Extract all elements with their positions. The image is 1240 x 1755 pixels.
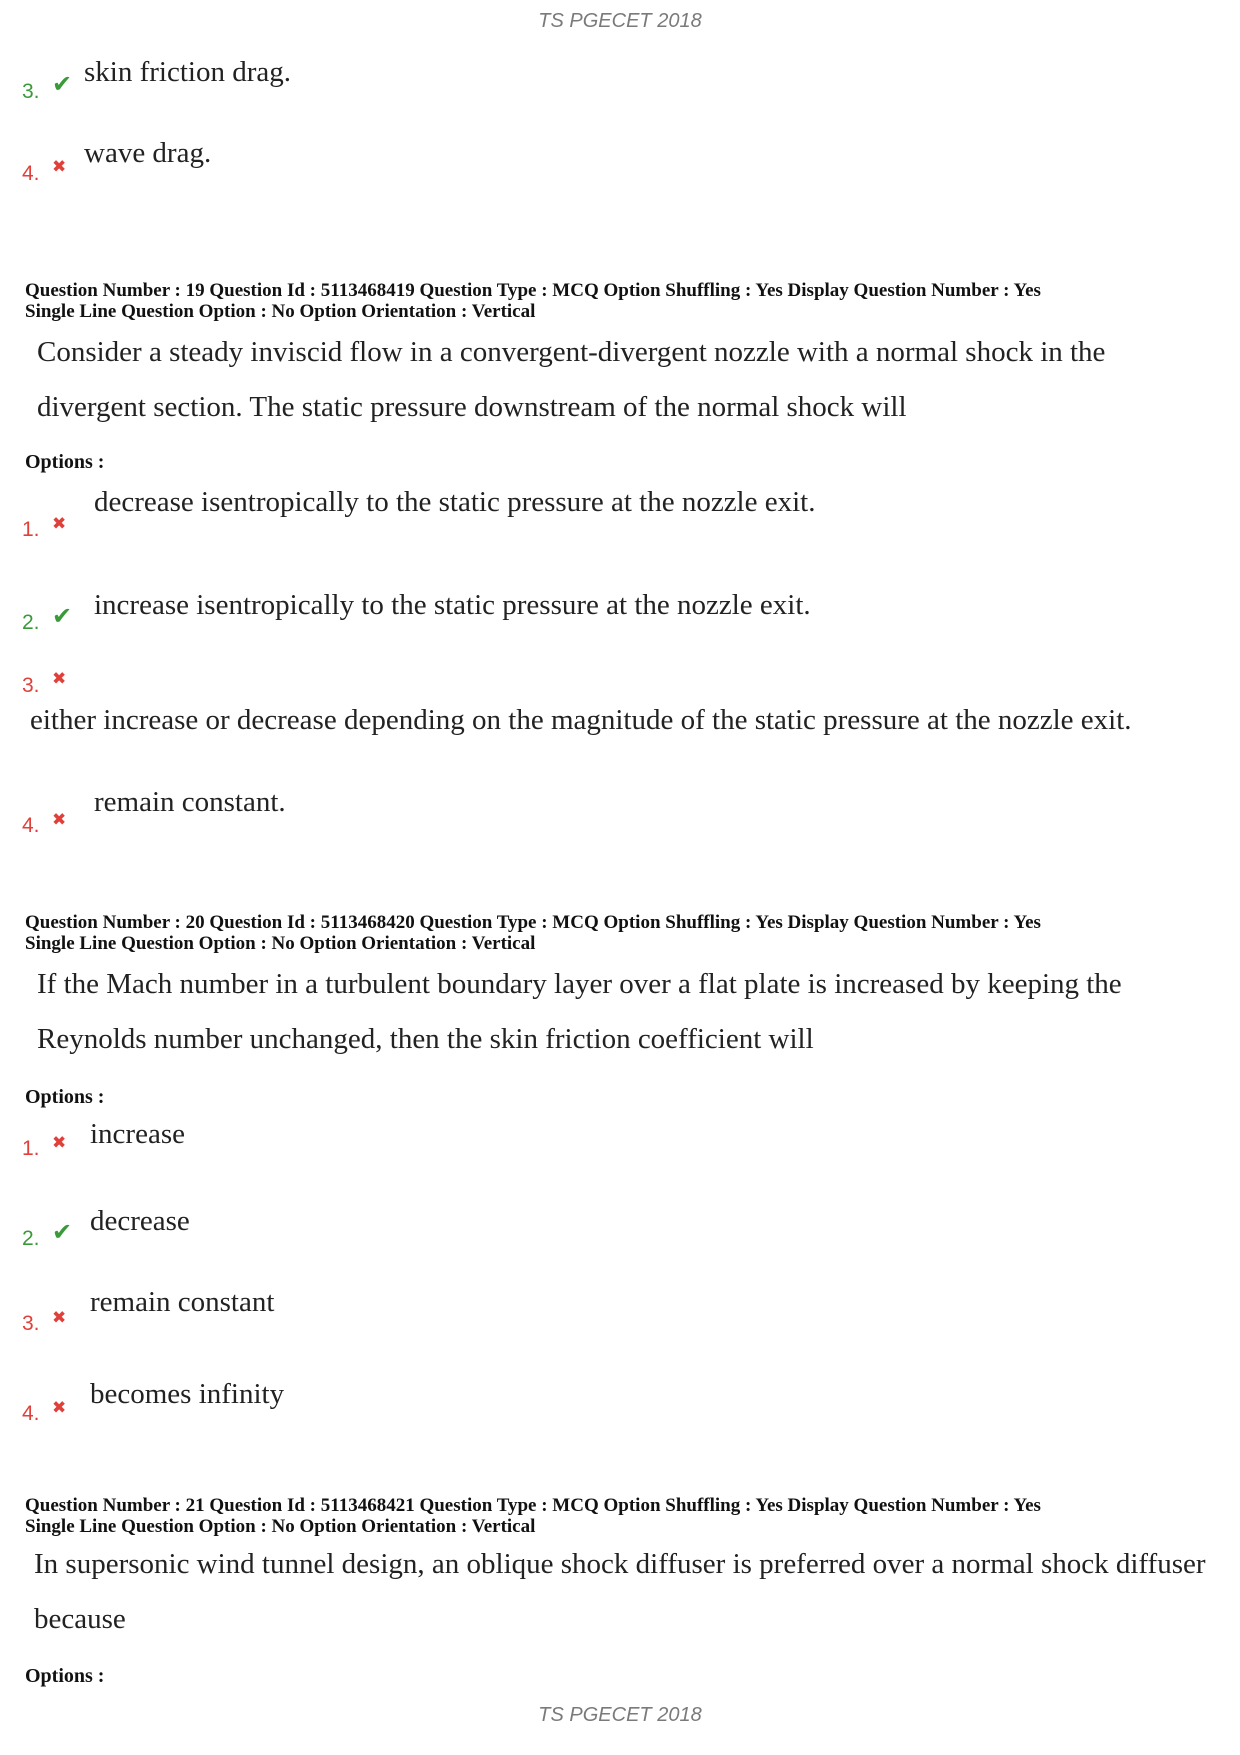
option-text: remain constant xyxy=(90,1286,275,1318)
option-number: 4. xyxy=(22,1402,40,1425)
option-number: 1. xyxy=(22,1137,40,1160)
option-text: skin friction drag. xyxy=(84,56,291,88)
option-text: decrease isentropically to the static pressure at the nozzle exit. xyxy=(94,486,816,518)
check-icon: ✔ xyxy=(52,602,73,630)
option-text: becomes infinity xyxy=(90,1378,285,1410)
question-text: If the Mach number in a turbulent boundary layer over a flat plate is increased by keeping the Reynolds number unchanged, then the skin friction coefficient will xyxy=(37,968,1122,1055)
option-number: 3. xyxy=(22,1312,40,1335)
option-text: increase isentropically to the static pressure at the nozzle exit. xyxy=(94,589,811,621)
options-label: Options : xyxy=(25,451,105,473)
option-number: 4. xyxy=(22,814,40,837)
options-label: Options : xyxy=(25,1665,105,1687)
question-text: In supersonic wind tunnel design, an oblique shock diffuser is preferred over a normal shock diffuser because xyxy=(34,1548,1206,1635)
check-icon: ✔ xyxy=(52,70,73,98)
cross-icon: ✖ xyxy=(52,514,67,534)
page-footer: TS PGECET 2018 xyxy=(538,1704,702,1726)
option-number: 2. xyxy=(22,611,40,634)
options-label: Options : xyxy=(25,1086,105,1108)
option-text: decrease xyxy=(90,1205,190,1237)
cross-icon: ✖ xyxy=(52,1398,67,1418)
cross-icon: ✖ xyxy=(52,669,67,689)
check-icon: ✔ xyxy=(52,1218,73,1246)
option-text: increase xyxy=(90,1118,185,1150)
cross-icon: ✖ xyxy=(52,157,67,177)
question-meta-line1: Question Number : 20 Question Id : 5113468420 Question Type : MCQ Option Shuffling : Yes Display Question Number : Yes xyxy=(25,912,1041,933)
option-text: wave drag. xyxy=(84,137,212,169)
option-number: 1. xyxy=(22,518,40,541)
option-number: 3. xyxy=(22,674,40,697)
question-meta-line2: Single Line Question Option : No Option Orientation : Vertical xyxy=(25,301,536,322)
cross-icon: ✖ xyxy=(52,810,67,830)
option-number: 3. xyxy=(22,80,40,103)
question-meta-line1: Question Number : 21 Question Id : 5113468421 Question Type : MCQ Option Shuffling : Yes Display Question Number : Yes xyxy=(25,1495,1041,1516)
option-number: 2. xyxy=(22,1227,40,1250)
option-text: either increase or decrease depending on the magnitude of the static pressure at the nozzle exit. xyxy=(30,704,1132,736)
cross-icon: ✖ xyxy=(52,1133,67,1153)
question-meta-line1: Question Number : 19 Question Id : 5113468419 Question Type : MCQ Option Shuffling : Yes Display Question Number : Yes xyxy=(25,280,1041,301)
option-text: remain constant. xyxy=(94,786,286,818)
question-text: Consider a steady inviscid flow in a convergent-divergent nozzle with a normal shock in the divergent section. The static pressure downstream of the normal shock will xyxy=(37,336,1106,423)
cross-icon: ✖ xyxy=(52,1308,67,1328)
question-meta-line2: Single Line Question Option : No Option Orientation : Vertical xyxy=(25,1516,536,1537)
question-meta-line2: Single Line Question Option : No Option Orientation : Vertical xyxy=(25,933,536,954)
page-header: TS PGECET 2018 xyxy=(538,10,702,32)
option-number: 4. xyxy=(22,162,40,185)
